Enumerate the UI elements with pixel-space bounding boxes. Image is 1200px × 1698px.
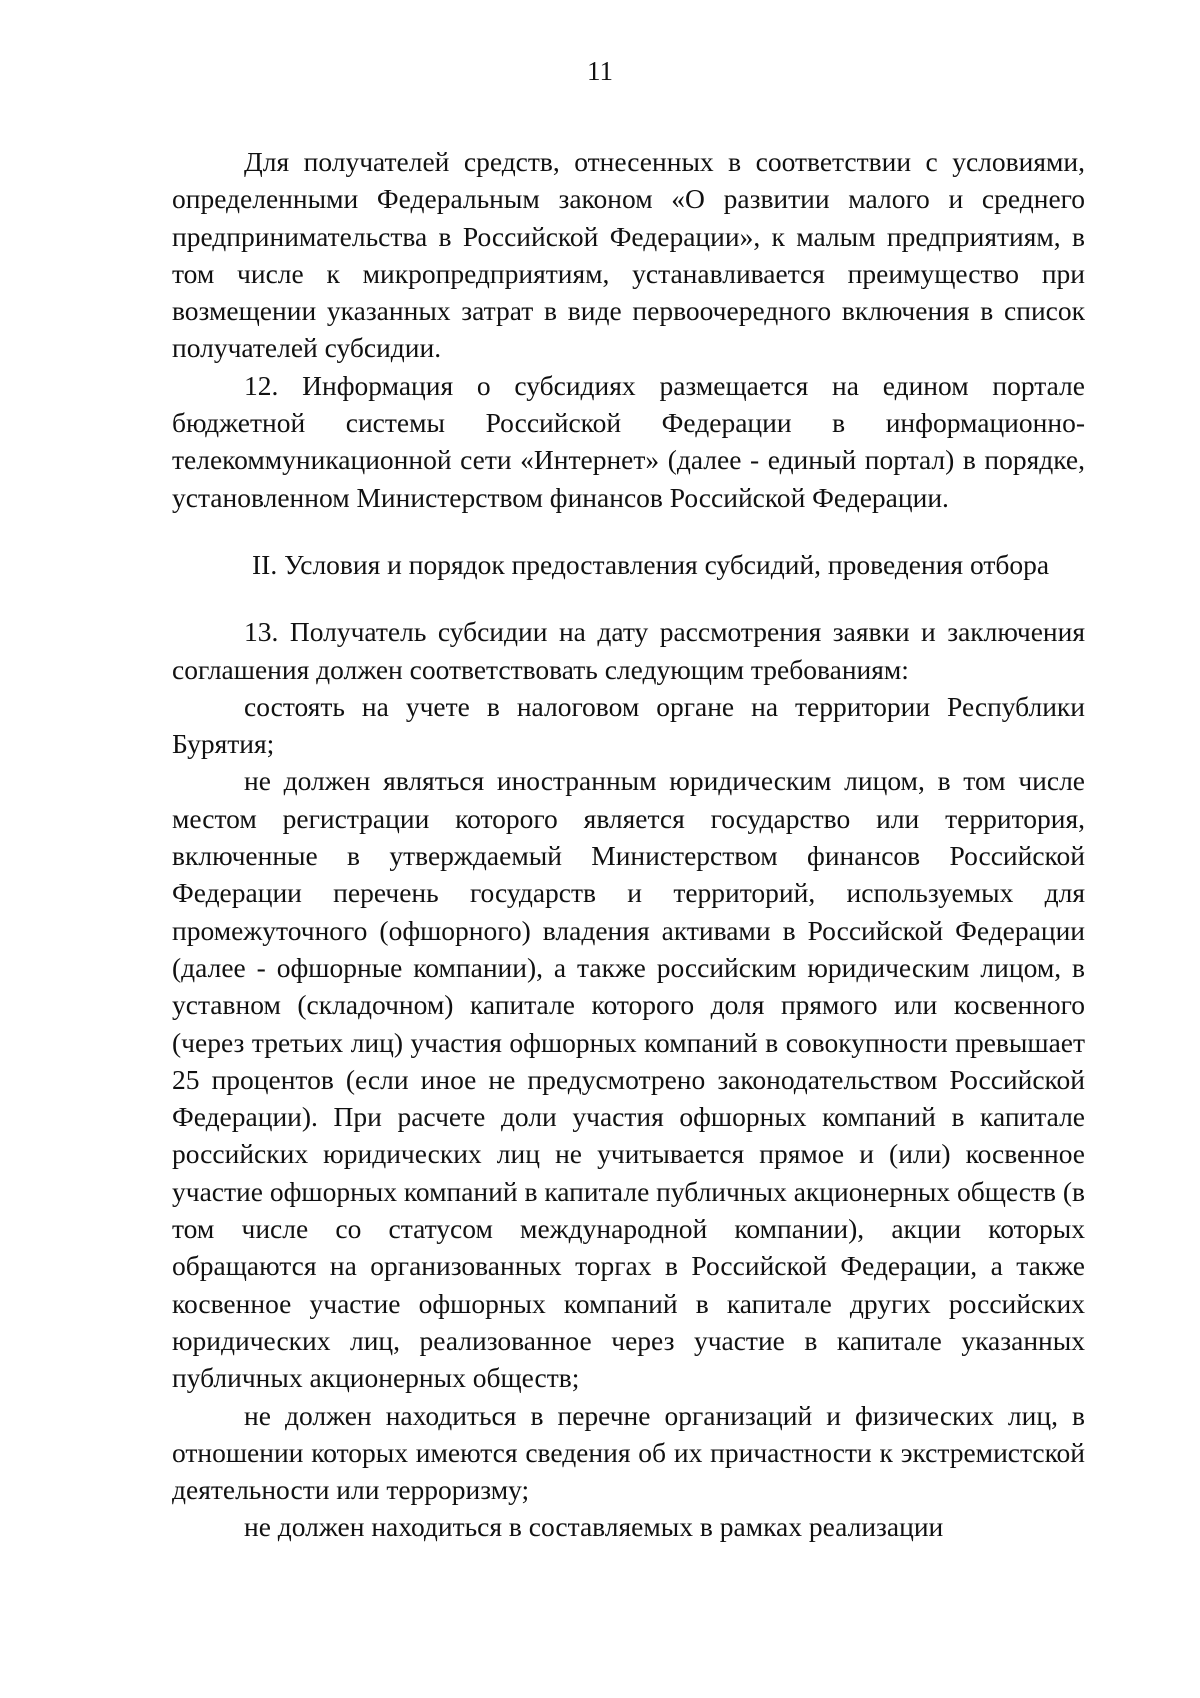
paragraph-13-recipient-requirements: 13. Получатель субсидии на дату рассмотрения заявки и заключения соглашения должен соответствовать следующим требованиям:: [172, 616, 1085, 685]
requirement-not-extremism-list: не должен находиться в перечне организаций и физических лиц, в отношении которых имеются сведения об их причастности к экстремистской деятельности или терроризму;: [172, 1399, 1085, 1506]
requirement-tax-registration: состоять на учете в налоговом органе на территории Республики Бурятия;: [172, 690, 1085, 760]
requirement-not-in-lists: не должен находиться в составляемых в рамках реализации: [244, 1511, 944, 1543]
paragraph-12-subsidy-information: 12. Информация о субсидиях размещается на едином портале бюджетной системы Российской Федерации в информационно-телекоммуникационной сети «Интернет» (далее - единый портал) в порядке, установленном Министерством финансов Российской Федерации.: [172, 369, 1085, 513]
page-number: 11: [587, 56, 613, 86]
section-heading: II. Условия и порядок предоставления субсидий, проведения отбора: [252, 548, 1050, 580]
requirement-not-foreign-entity: не должен являться иностранным юридическим лицом, в том числе местом регистрации которого является государство или территория, включенные в утверждаемый Министерством финансов Российской Федерации перечень государств и территорий, используемых для промежуточного (офшорного) владения активами в Российской Федерации (далее - офшорные компании), а также российским юридическим лицом, в уставном (складочном) капитале которого доля прямого или косвенного (через третьих лиц) участия офшорных компаний в совокупности превышает 25 процентов (если иное не предусмотрено законодательством Российской Федерации). При расчете доли участия офшорных компаний в капитале российских юридических лиц не учитывается прямое и (или) косвенное участие офшорных компаний в капитале публичных акционерных обществ (в том числе со статусом международной компании), акции которых обращаются на организованных торгах в Российской Федерации, а также косвенное участие офшорных компаний в капитале других российских юридических лиц, реализованное через участие в капитале указанных публичных акционерных обществ;: [172, 765, 1085, 1394]
document-body: [172, 143, 1085, 1546]
paragraph-small-business-preference: Для получателей средств, отнесенных в соответствии с условиями, определенными Федеральным законом «О развитии малого и среднего предпринимательства в Российской Федерации», к малым предприятиям, в том числе к микропредприятиям, устанавливается преимущество при возмещении указанных затрат в виде первоочередного включения в список получателей субсидии.: [172, 146, 1085, 364]
